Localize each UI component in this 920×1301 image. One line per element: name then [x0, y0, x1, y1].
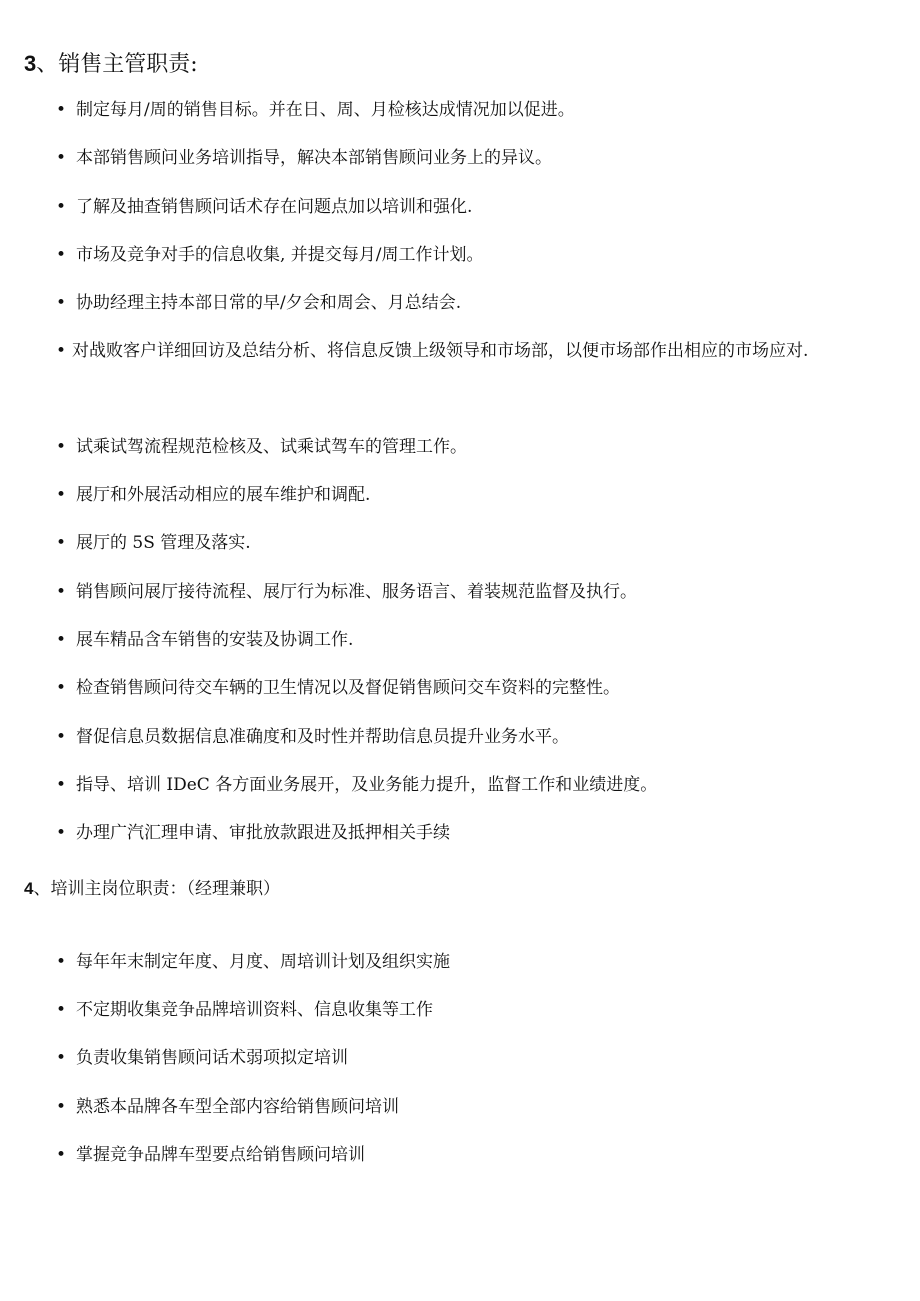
- list-item: [56, 528, 251, 558]
- list-item-text: 办理广汽汇理申请、审批放款跟进及抵押相关手续: [76, 823, 450, 843]
- bullet-icon: •: [56, 293, 67, 313]
- list-item: [56, 995, 433, 1025]
- list-item-text: 本部销售顾问业务培训指导，解决本部销售顾问业务上的异议。: [76, 148, 552, 168]
- list-item-text: 试乘试驾流程规范检核及、试乘试驾车的管理工作。: [76, 437, 467, 457]
- list-item-text: 展车精品含车销售的安装及协调工作.: [76, 630, 354, 650]
- bullet-icon: •: [56, 245, 67, 265]
- bullet-icon: •: [56, 582, 67, 602]
- section-4-heading: [24, 873, 280, 905]
- list-item: [56, 288, 461, 318]
- bullet-icon: •: [56, 630, 67, 650]
- list-item: [56, 770, 657, 800]
- list-item-text: 展厅和外展活动相应的展车维护和调配.: [76, 485, 371, 505]
- list-item-text: 不定期收集竞争品牌培训资料、信息收集等工作: [76, 1000, 433, 1020]
- list-item-text: 对战败客户详细回访及总结分析、将信息反馈上级领导和市场部，以便市场部作出相应的市场应对.: [72, 341, 809, 361]
- bullet-icon: •: [56, 533, 67, 553]
- bullet-icon: •: [56, 823, 67, 843]
- list-item: [56, 192, 472, 222]
- list-item-text: 制定每月/周的销售目标。并在日、周、月检核达成情况加以促进。: [76, 100, 575, 120]
- bullet-icon: •: [56, 100, 67, 120]
- section-4-title: 、培训主岗位职责：（经理兼职）: [33, 879, 280, 899]
- list-item-text: 销售顾问展厅接待流程、展厅行为标准、服务语言、着装规范监督及执行。: [76, 582, 637, 602]
- bullet-icon: •: [56, 952, 67, 972]
- list-item: [56, 722, 569, 752]
- list-item-text: 掌握竞争品牌车型要点给销售顾问培训: [76, 1145, 365, 1165]
- bullet-icon: •: [56, 1145, 67, 1165]
- list-item-text: 负责收集销售顾问话术弱项拟定培训: [76, 1048, 348, 1068]
- list-item-text: 每年年末制定年度、月度、周培训计划及组织实施: [76, 952, 450, 972]
- bullet-icon: •: [56, 727, 67, 747]
- bullet-icon: •: [56, 775, 67, 795]
- list-item: [56, 947, 450, 977]
- bullet-icon: •: [56, 485, 67, 505]
- list-item-text: 展厅的 5S 管理及落实.: [76, 533, 251, 553]
- bullet-icon: •: [56, 341, 67, 361]
- list-item: [56, 1092, 399, 1122]
- list-item: [56, 240, 484, 270]
- list-item: [56, 673, 620, 703]
- bullet-icon: •: [56, 678, 67, 698]
- list-item: [56, 143, 552, 173]
- section-3-title: 、销售主管职责:: [36, 52, 198, 77]
- bullet-icon: •: [56, 437, 67, 457]
- list-item: [56, 327, 906, 375]
- list-item-text: 检查销售顾问待交车辆的卫生情况以及督促销售顾问交车资料的完整性。: [76, 678, 620, 698]
- list-item: [56, 818, 450, 848]
- section-3-heading: [24, 44, 198, 85]
- list-item-text: 协助经理主持本部日常的早/夕会和周会、月总结会.: [76, 293, 462, 313]
- list-item-text: 了解及抽查销售顾问话术存在问题点加以培训和强化.: [76, 197, 473, 217]
- list-item-text: 熟悉本品牌各车型全部内容给销售顾问培训: [76, 1097, 399, 1117]
- list-item: [56, 1043, 348, 1073]
- bullet-icon: •: [56, 148, 67, 168]
- list-item: [56, 1140, 365, 1170]
- list-item: [56, 480, 370, 510]
- list-item-text: 督促信息员数据信息准确度和及时性并帮助信息员提升业务水平。: [76, 727, 569, 747]
- bullet-icon: •: [56, 197, 67, 217]
- list-item-text: 市场及竞争对手的信息收集, 并提交每月/周工作计划。: [76, 245, 484, 265]
- bullet-icon: •: [56, 1000, 67, 1020]
- bullet-icon: •: [56, 1097, 67, 1117]
- section-4-number: 4: [24, 879, 34, 898]
- bullet-icon: •: [56, 1048, 67, 1068]
- list-item: [56, 432, 467, 462]
- section-3-number: 3: [24, 51, 37, 76]
- list-item-text: 指导、培训 IDeC 各方面业务展开，及业务能力提升，监督工作和业绩进度。: [76, 775, 658, 795]
- list-item: [56, 95, 575, 125]
- list-item: [56, 577, 637, 607]
- list-item: [56, 625, 353, 655]
